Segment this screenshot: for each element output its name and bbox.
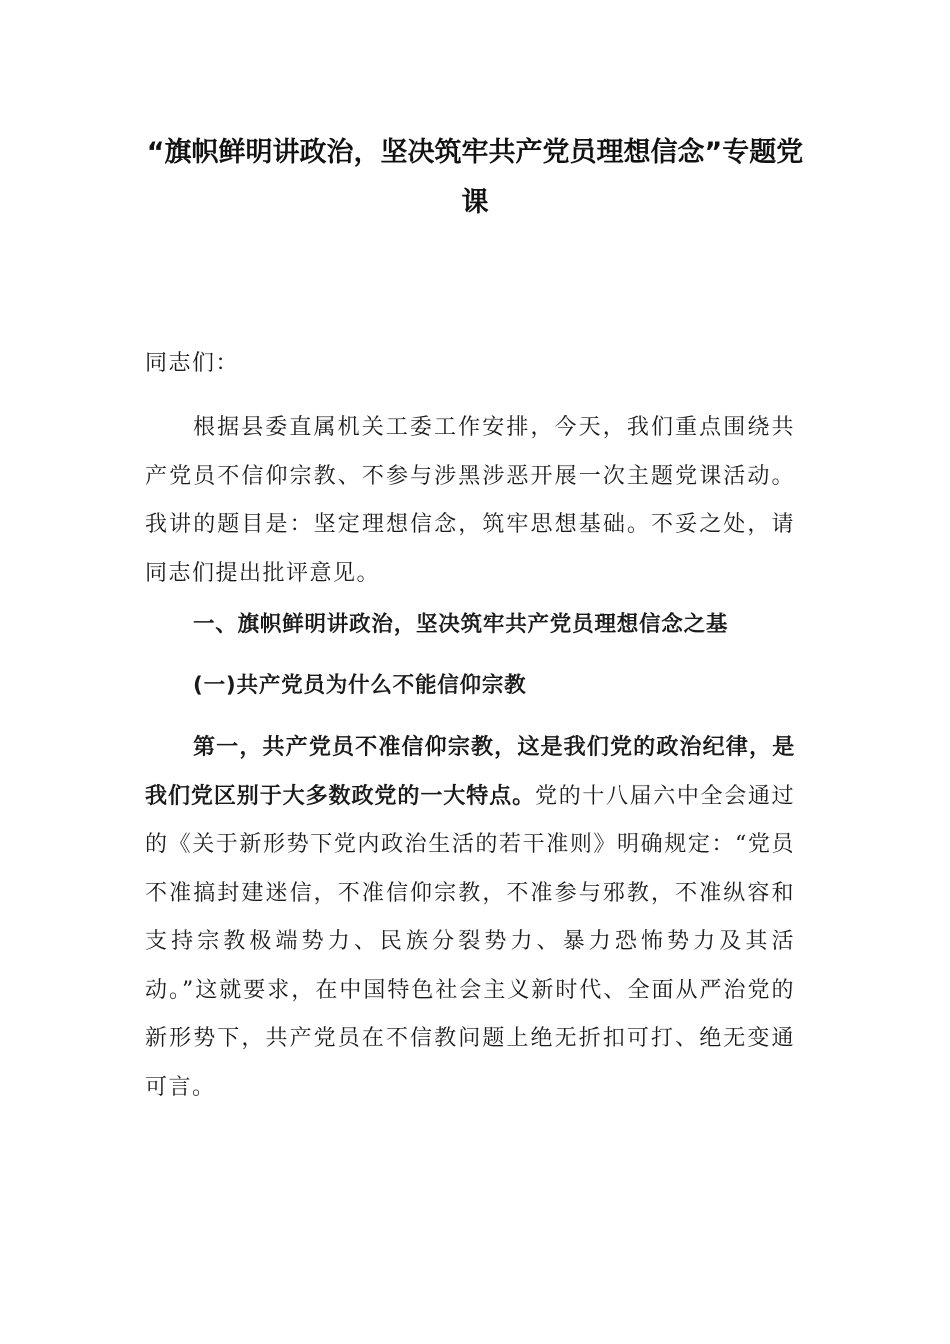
subsection-heading-1: (一)共产党员为什么不能信仰宗教 [193,673,527,698]
salutation: 同志们： [145,351,240,376]
paragraph-2-lead: 第一，共产党员不准信仰宗教，这是我们党的政治纪律，是我们党区别于大多数政党的一大特点。 [145,735,795,809]
paragraph-2-body: 党的十八届六中全会通过的《关于新形势下党内政治生活的若干准则》明确规定：“党员不准搞封建迷信，不准信仰宗教，不准参与邪教，不准纵容和支持宗教极端势力、民族分裂势力、暴力恐怖势力及其活动。”这就要求，在中国特色社会主义新时代、全面从严治党的新形势下，共产党员在不信教问题上绝无折扣可打、绝无变通可言。 [145,783,795,1100]
paragraph-2 [145,724,795,1112]
section-heading-1: 一、旗帜鲜明讲政治，坚决筑牢共产党员理想信念之基 [193,612,729,637]
document-title: “旗帜鲜明讲政治，坚决筑牢共产党员理想信念”专题党课 [146,137,804,218]
intro-paragraph: 根据县委直属机关工委工作安排，今天，我们重点围绕共产党员不信仰宗教、不参与涉黑涉恶开展一次主题党课活动。我讲的题目是：坚定理想信念，筑牢思想基础。不妥之处，请同志们提出批评意见。 [145,415,795,586]
